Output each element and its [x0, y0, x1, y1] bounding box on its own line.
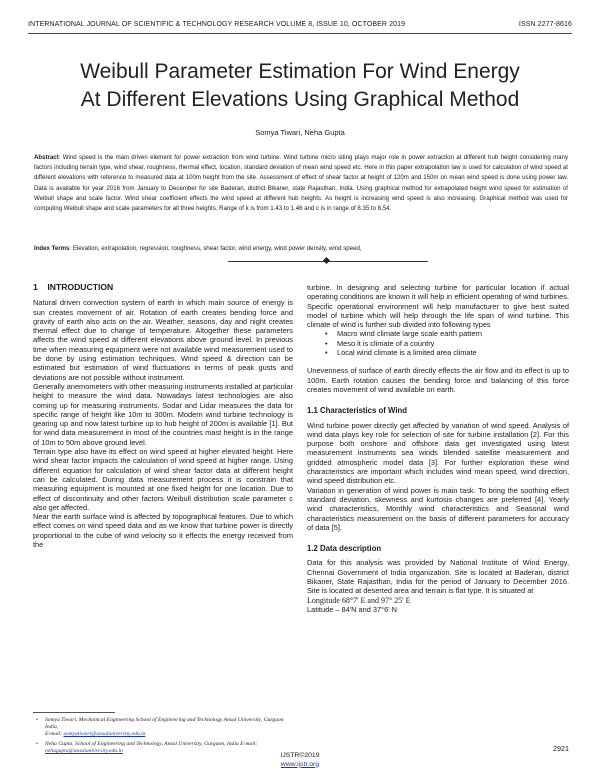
index-terms-label: Index Terms [34, 245, 70, 252]
paragraph: Wind turbine power directly get affected by variation of wind speed. Analysis of wind data plays key role for selection of site for turbine installation [2]. For this purpose both onshore and offshore data get investigated using latest measurement instruments sea winds blended satellite measurement and gridded atmospheric model data [3]. For further exploration these wind characteristics are important which includes wind mean speed, wind direction, wind speed distribution etc. [307, 420, 569, 486]
copyright-code: IJSTR©2019 [280, 752, 320, 759]
list-item: • Macro wind climate large scale earth pattern [337, 329, 569, 338]
paragraph: Terrain type also have its effect on wind speed at higher elevated height. Here wind shear factor impacts the calculation of wind speed at higher range. Using different equation for calculation of wind shear factor data at different height can be calculated. During data measurement process it is constrain that measuring equipment is mounted at one fixed height for one location. Due to effect of discontinuity and other factors Weibull distribution scale parameter c also get affected. [33, 447, 293, 512]
latitude-line: Latitude – 84'N and 37°6' N [307, 604, 398, 614]
journal-name: INTERNATIONAL JOURNAL OF SCIENTIFIC & TECHNOLOGY RESEARCH VOLUME 8, ISSUE 10, OCTOBER 2019 [28, 21, 406, 28]
index-terms-text: : Elevation, extrapolation, regression, roughness, shear factor, wind energy, wind power density, wind speed, [69, 245, 362, 252]
left-column [33, 283, 293, 549]
author-footnotes [33, 717, 293, 757]
index-terms [34, 244, 568, 254]
abstract-text: : Wind speed is the main driven element for power extraction from wind turbine. Wind turbine micro siting plays major role in power extraction at different hub height considering many factors including terrain type, wind shear, roughness, thermal effect, location, standard deviation of mean wind speed etc. Here in this paper extrapolation law is used for calculation of wind speed at different elevations with reference to measured data at 100m height from the site. Assessment of effect of shear factor at height of 120m and 150m on mean wind speed is done using power law. Data is available for year 2016 from January to December for site Baderan, district Bikaner, state Rajasthan, India. Using graphical method for extrapolated height wind speed for estimation of Weibull shape and scale factor. Wind shear coefficient effects the wind speed at different hub heights. As height is increasing wind speed is also increasing. Graphical method was used for computing Weibull shape and scale parameters for all three heights. Range of k is from 1.43 to 1.46 and c is in range of 8.35 to 8.54. [34, 154, 568, 213]
journal-url-link[interactable]: www.ijstr.org [280, 760, 320, 768]
abstract [34, 153, 568, 214]
email-link[interactable]: somyatiwari@ansaluniversity.edu.in [63, 731, 146, 738]
list-item: • Meso it is climate of a country [337, 339, 569, 348]
longitude-line: Longitude 68°7' E and 97° 25' E [307, 595, 411, 605]
footnote-text: Somya Tiwari, Mechanical Engineering School of Engineering and Technology Ansal University, Gurgaon India, [45, 717, 284, 731]
paragraph: Natural driven convection system of earth in which main source of energy is sun creates movement of air. Rotation of earth creates bending force and gravity of earth also acts on the air. Weather, seasons, day and night creates thermal effect due to change of temperature. Altogether these parameters affects the wind speed at different elevations above ground level. In previous time when measuring equipment were not available wind measurement used to be done by using estimation techniques. Wind speed & direction can be estimated but estimation of wind fluctuations in terms of peak gusts and deviations are not possible without instrument. [33, 298, 293, 382]
footnote-text: Neha Gupta, School of Engineering and Technology, Ansal University, Gurgaon, India E-mail: [45, 740, 258, 747]
authors: Somya Tiwari, Neha Gupta [255, 128, 345, 137]
issn: ISSN 2277-8616 [518, 21, 572, 28]
section-divider [228, 258, 428, 264]
page-number: 2921 [553, 744, 569, 753]
section-heading-introduction [33, 283, 293, 292]
right-column [307, 283, 569, 614]
paragraph: Near the earth surface wind is affected by topographical features. Due to which effect comes on wind speed data and as we know that turbine power is directly proportional to the cube of wind velocity so it effects the energy received from the [33, 512, 293, 550]
subsection-heading-data-description: 1.2 Data description [307, 544, 382, 554]
paper-title [20, 58, 580, 114]
section-first-letter: I [47, 282, 50, 292]
paragraph: Variation in generation of wind power is main task. To bring the soothing effect standard deviation, skewness and kurtosis changes are preferred [4]. Yearly wind characteristics, Monthly wind characteristics and Seasonal wind characteristics measurement on the basis of different parameters for accuracy of data [5]. [307, 485, 569, 532]
email-link[interactable]: nehagupta@ansaluniversity.edu.in [45, 747, 123, 754]
footnote-item [45, 717, 293, 739]
section-title-rest: NTRODUCTION [49, 282, 114, 292]
title-line-2: At Different Elevations Using Graphical Method [80, 88, 520, 111]
footnote-email-label: E-mail: [45, 731, 64, 738]
page-footer [0, 752, 600, 769]
paragraph: Data for this analysis was provided by National Institute of Wind Energy, Chennai Government of India organization. Site is located at Baderan, district Bikaner, State Rajasthan, India for the period of January to December 2016. Site is located at deserted area and terrain is flat type. It is situated at [307, 558, 569, 596]
title-line-1: Weibull Parameter Estimation For Wind Energy [80, 60, 520, 83]
footnote-divider [33, 712, 115, 713]
header-divider [28, 33, 572, 34]
abstract-label: Abstract [34, 154, 59, 161]
paragraph: Generally anemometers with other measuring instruments installed at particular height to measure the wind data. Nowadays latest technologies are also coming up for measuring instruments. Sodar and Lidar measures the data for specific range of height like 10m to 300m. Modern wind turbine technology is gearing up and now latest turbine up to hub height of 200m is available [1]. But for wind data measurement in most of the countries mast height is in the range of 10m to 50m above ground level. [33, 381, 293, 447]
bullet-list [307, 329, 569, 357]
paragraph: Unevenness of surface of earth directly effects the air flow and its effect is up to 100m. Earth rotation causes the bending force and balancing of this force creates movement of wind available on earth. [307, 366, 569, 394]
section-number: 1 [33, 282, 38, 292]
diamond-icon [323, 257, 330, 264]
list-item: • Local wind climate is a limited area climate [337, 348, 569, 357]
subsection-heading-characteristics: 1.1 Characteristics of Wind [307, 406, 408, 416]
paragraph: turbine. In designing and selecting turbine for particular location if actual operating conditions are known it will help in efficient operating of wind turbines. Specific operational environment will help manufacturer to give best suited model of turbine which will help through the life span of wind turbine. This climate of wind is further sub divided into following types [307, 283, 569, 330]
